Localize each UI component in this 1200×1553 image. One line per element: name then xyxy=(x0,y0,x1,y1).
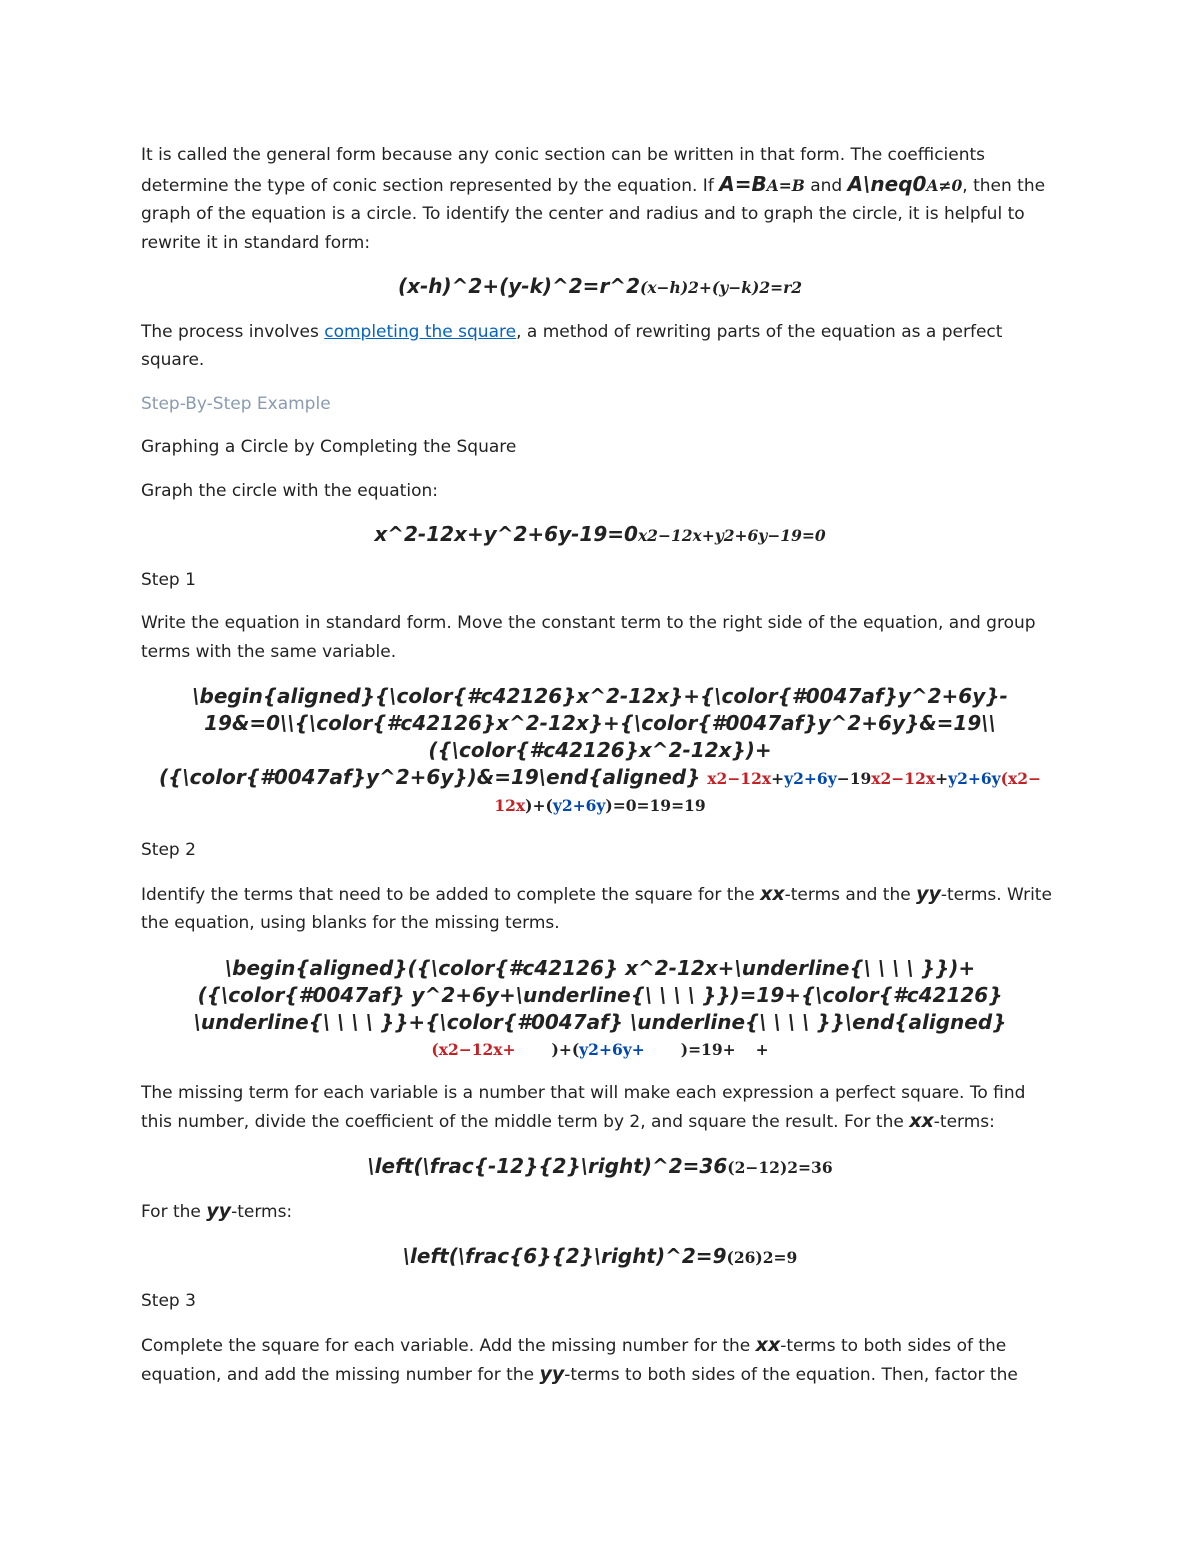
render-paren: )+( xyxy=(525,796,553,815)
step-1-rendered-b xyxy=(141,792,1059,819)
step-1-equation-block xyxy=(141,683,1059,819)
step-3-heading: Step 3 xyxy=(141,1291,196,1311)
for-y-terms xyxy=(141,1197,1059,1227)
render-blue-term: y2+6y xyxy=(784,769,837,788)
render-red-term: (x2− xyxy=(1000,769,1042,788)
frac-y-rendered: (26​)2=9 xyxy=(726,1247,798,1267)
render-constant: −19 xyxy=(836,769,872,788)
math-a-neq-zero-tex: A\neq0 xyxy=(847,171,927,196)
step-2-text xyxy=(141,880,1059,938)
missing-text-1: The missing term for each variable is a number that will make each expression a perfect square. To find this number, divide the coefficient of the middle term by 2, and square the result. For the xyxy=(141,1082,1026,1132)
render-blue-term: y2+6y xyxy=(552,796,606,815)
var-y: y xyxy=(551,1363,565,1385)
step-3-text-3: -terms to both sides of the equation. Then, factor the xyxy=(564,1365,1018,1385)
process-paragraph xyxy=(141,318,1059,375)
step-1-tex-end: ({\color{#0047af}y^2+6y})&=19\end{aligned} xyxy=(158,765,701,789)
step-1-tex-line-3: ({\color{#c42126}x^2-12x})+ xyxy=(428,738,772,762)
render-blue-term: y2+6y xyxy=(948,769,1001,788)
intro-paragraph xyxy=(141,141,1059,257)
render-result: )=0=19=19 xyxy=(605,796,706,815)
render-plus: + xyxy=(935,769,949,788)
var-y: y xyxy=(928,882,941,905)
var-x: x xyxy=(772,882,785,905)
circle-equation-rendered: x2−12x+y2+6y−19=0 xyxy=(637,526,826,545)
step-2-heading: Step 2 xyxy=(141,840,196,860)
process-text-1: The process involves xyxy=(141,321,325,342)
intro-text-2: and xyxy=(804,175,848,196)
render-paren: ( xyxy=(431,1039,439,1059)
step-by-step-heading: Step-By-Step Example xyxy=(141,393,331,414)
var-y-tex: y xyxy=(206,1200,219,1222)
step-2-text-1: Identify the terms that need to be added to complete the square for the xyxy=(141,884,761,905)
step-1-tex-line-2: 19&=0\\{\color{#c42126}x^2-12x}+{\color{#0047af}y^2+6y}&=19\\ xyxy=(204,711,996,735)
render-red-term: 12x xyxy=(494,796,526,815)
circle-equation-tex: x^2-12x+y^2+6y-19=0 xyxy=(374,522,638,546)
render-blue-term: y2+6y+ xyxy=(579,1039,645,1059)
step-2-equation-block xyxy=(141,955,1059,1063)
frac-x-tex: \left(\frac{-12}{2}\right)^2=36 xyxy=(367,1153,728,1178)
math-a-equals-b: A=B xyxy=(766,175,805,195)
frac-x-rendered: (2−12​)2=36 xyxy=(727,1157,833,1177)
var-x-tex: x xyxy=(755,1333,768,1356)
step-1-heading: Step 1 xyxy=(141,569,196,590)
process-text-2: , a method of rewriting parts of the equation as a perfect square. xyxy=(141,321,1003,370)
frac-x-equation xyxy=(141,1152,1059,1183)
for-y-text-1: For the xyxy=(141,1202,207,1222)
var-x-tex: x xyxy=(909,1110,922,1132)
for-y-text-2: -terms: xyxy=(231,1202,293,1222)
missing-text-2: -terms: xyxy=(933,1112,995,1132)
step-2-tex-line-3: \underline{\ \ \ \ }}+{\color{#0047af} \underline{\ \ \ \ }}\end{aligned} xyxy=(193,1009,1007,1034)
step-2-text-2: -terms and the xyxy=(784,884,917,905)
var-y-tex: y xyxy=(916,882,929,905)
graph-circle-instruction: Graph the circle with the equation: xyxy=(141,480,438,501)
render-plus: + xyxy=(755,1039,769,1059)
math-a-neq-zero: A≠0 xyxy=(926,175,963,195)
step-1-rendered-a xyxy=(707,769,1041,788)
step-3-text-1: Complete the square for each variable. Add the missing number for the xyxy=(141,1335,756,1356)
step-1-tex-line-1: \begin{aligned}{\color{#c42126}x^2-12x}+{\color{#0047af}y^2+6y}- xyxy=(192,684,1008,708)
intro-text-3: , then the graph of the equation is a circle. To identify the center and radius and to graph the circle, it is helpful to rewrite it in standard form: xyxy=(141,175,1046,253)
var-x-tex: x xyxy=(760,882,773,905)
frac-y-equation xyxy=(141,1242,1059,1273)
render-red-term: x2−12x+ xyxy=(438,1039,516,1059)
step-2-rendered xyxy=(141,1036,1059,1063)
render-result: )=19+ xyxy=(680,1039,736,1059)
step-1-text: Write the equation in standard form. Move the constant term to the right side of the equation, and group terms with the same variable. xyxy=(141,613,1036,662)
standard-form-rendered: (x−h)2+(y−k)2=r2 xyxy=(639,278,803,297)
step-2-tex-line-1: \begin{aligned}({\color{#c42126} x^2-12x+\underline{\ \ \ \ }})+ xyxy=(224,955,976,980)
document-body xyxy=(141,141,1059,1390)
render-red-term: x2−12x xyxy=(871,769,936,788)
step-2-tex-line-2: ({\color{#0047af} y^2+6y+\underline{\ \ \ \ }})=19+{\color{#c42126} xyxy=(197,982,1003,1007)
graphing-title: Graphing a Circle by Completing the Square xyxy=(141,437,517,457)
step-3-text-2: -terms to both sides of the equation, and add the missing number for the xyxy=(141,1335,1007,1385)
step-1-tex-line-4 xyxy=(141,764,1059,792)
math-a-equals-b-tex: A=B xyxy=(719,171,767,196)
var-x: x xyxy=(921,1110,934,1132)
step-3-text xyxy=(141,1331,1059,1390)
render-paren: )+( xyxy=(551,1039,580,1059)
circle-equation xyxy=(141,520,1059,551)
completing-the-square-link[interactable]: completing the square xyxy=(324,321,517,342)
intro-text-1: It is called the general form because any conic section can be written in that form. The coefficients determine the type of conic section represented by the equation. If xyxy=(141,145,986,196)
var-x: x xyxy=(767,1333,781,1356)
missing-term-paragraph xyxy=(141,1079,1059,1137)
frac-y-tex: \left(\frac{6}{2}\right)^2=9 xyxy=(402,1243,727,1268)
var-y-tex: y xyxy=(539,1363,552,1385)
step-2-text-3: -terms. Write the equation, using blanks for the missing terms. xyxy=(141,884,1052,933)
var-y: y xyxy=(218,1200,232,1222)
render-plus: + xyxy=(771,769,785,788)
standard-form-tex: (x-h)^2+(y-k)^2=r^2 xyxy=(397,274,640,298)
render-red-term: x2−12x xyxy=(707,769,772,788)
standard-form-equation xyxy=(141,272,1059,303)
